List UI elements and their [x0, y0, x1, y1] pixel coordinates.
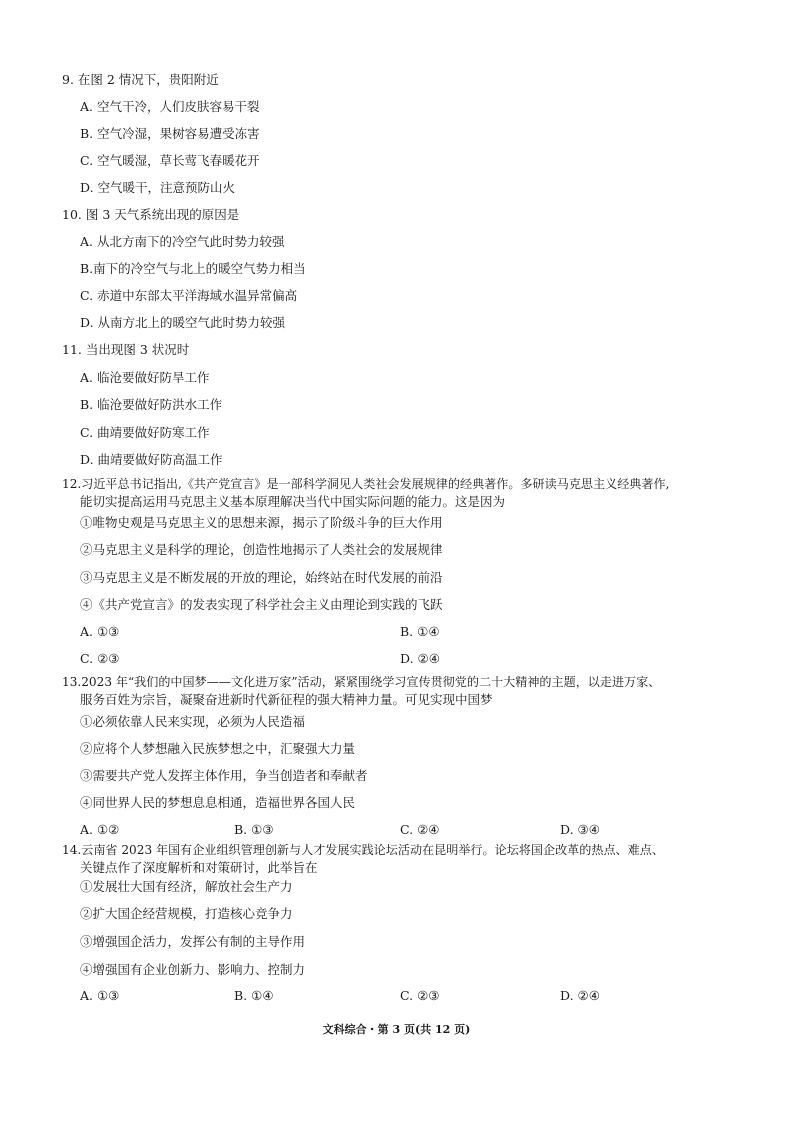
question-14-statement-3: ③增强国企活力，发挥公有制的主导作用	[80, 934, 306, 949]
question-9-stem: 9. 在图 2 情况下，贵阳附近	[62, 72, 219, 87]
question-14-statement-2: ②扩大国企经营规模，打造核心竞争力	[80, 906, 293, 921]
question-10-option-b: B.南下的冷空气与北上的暖空气势力相当	[80, 261, 306, 276]
question-10-option-c: C. 赤道中东部太平洋海域水温异常偏高	[80, 288, 298, 303]
question-11-option-b: B. 临沧要做好防洪水工作	[80, 397, 223, 412]
question-11-option-c: C. 曲靖要做好防寒工作	[80, 425, 210, 440]
page-footer: 文科综合・第 3 页(共 12 页)	[322, 1023, 471, 1036]
question-13-option-c: C. ②④	[400, 822, 440, 837]
question-13-stem-line-1: 13.2023 年“我们的中国梦——文化进万家”活动，紧紧围绕学习宣传贯彻党的二十大精神的主题，以走进万家、	[62, 675, 661, 689]
question-9-option-b: B. 空气冷湿，果树容易遭受冻害	[80, 126, 260, 141]
question-14-statement-4: ④增强国有企业创新力、影响力、控制力	[80, 962, 306, 977]
question-14-stem-line-2: 关键点作了深度解析和对策研讨，此举旨在	[80, 860, 318, 875]
question-12-options-row-2	[80, 650, 680, 668]
question-9-option-d: D. 空气暖干，注意预防山火	[80, 180, 236, 195]
question-10-option-d: D. 从南方北上的暖空气此时势力较强	[80, 315, 286, 330]
question-12-stem-line-1: 12.习近平总书记指出,《共产党宣言》是一部科学洞见人类社会发展规律的经典著作。多研读马克思主义经典著作,	[62, 477, 670, 491]
question-13-option-d: D. ③④	[560, 822, 600, 837]
question-10-stem: 10. 图 3 天气系统出现的原因是	[62, 207, 240, 222]
question-13-stem-line-2: 服务百姓为宗旨，凝聚奋进新时代新征程的强大精神力量。可见实现中国梦	[80, 692, 493, 707]
question-9-option-c: C. 空气暖湿，草长莺飞春暖花开	[80, 153, 260, 168]
question-12-option-d: D. ②④	[400, 651, 440, 666]
question-10-option-a: A. 从北方南下的冷空气此时势力较强	[80, 234, 285, 249]
question-12-option-c: C. ②③	[80, 651, 120, 666]
question-12-option-a: A. ①③	[80, 624, 120, 639]
question-13-statement-4: ④同世界人民的梦想息息相通，造福世界各国人民	[80, 795, 356, 810]
question-13-statement-2: ②应将个人梦想融入民族梦想之中，汇聚强大力量	[80, 741, 356, 756]
question-13-option-b: B. ①③	[234, 822, 274, 837]
question-13-options-row	[80, 821, 700, 839]
question-12-options-row-1	[80, 623, 680, 641]
question-14-stem-line-1: 14.云南省 2023 年国有企业组织管理创新与人才发展实践论坛活动在昆明举行。论坛将国企改革的热点、难点、	[62, 843, 664, 857]
question-14-option-c: C. ②③	[400, 988, 440, 1003]
question-9-option-a: A. 空气干冷，人们皮肤容易干裂	[80, 99, 260, 114]
question-13-option-a: A. ①②	[80, 822, 120, 837]
question-13-statement-3: ③需要共产党人发挥主体作用，争当创造者和奉献者	[80, 768, 368, 783]
question-12-option-b: B. ①④	[400, 624, 440, 639]
question-14-option-b: B. ①④	[234, 988, 274, 1003]
question-11-option-d: D. 曲靖要做好防高温工作	[80, 452, 223, 467]
question-13-statement-1: ①必须依靠人民来实现，必须为人民造福	[80, 714, 306, 729]
question-14-statement-1: ①发展壮大国有经济，解放社会生产力	[80, 879, 293, 894]
question-14-option-a: A. ①③	[80, 988, 120, 1003]
question-11-stem: 11. 当出现图 3 状况时	[62, 342, 190, 357]
question-12-statement-2: ②马克思主义是科学的理论，创造性地揭示了人类社会的发展规律	[80, 542, 443, 557]
question-14-options-row	[80, 987, 700, 1005]
question-14-option-d: D. ②④	[560, 988, 600, 1003]
question-12-statement-4: ④《共产党宣言》的发表实现了科学社会主义由理论到实践的飞跃	[80, 597, 443, 612]
question-11-option-a: A. 临沧要做好防旱工作	[80, 370, 210, 385]
question-12-statement-3: ③马克思主义是不断发展的开放的理论，始终站在时代发展的前沿	[80, 570, 443, 585]
question-12-stem-line-2: 能切实提高运用马克思主义基本原理解决当代中国实际问题的能力。这是因为	[80, 494, 506, 509]
question-12-statement-1: ①唯物史观是马克思主义的思想来源，揭示了阶级斗争的巨大作用	[80, 515, 443, 530]
